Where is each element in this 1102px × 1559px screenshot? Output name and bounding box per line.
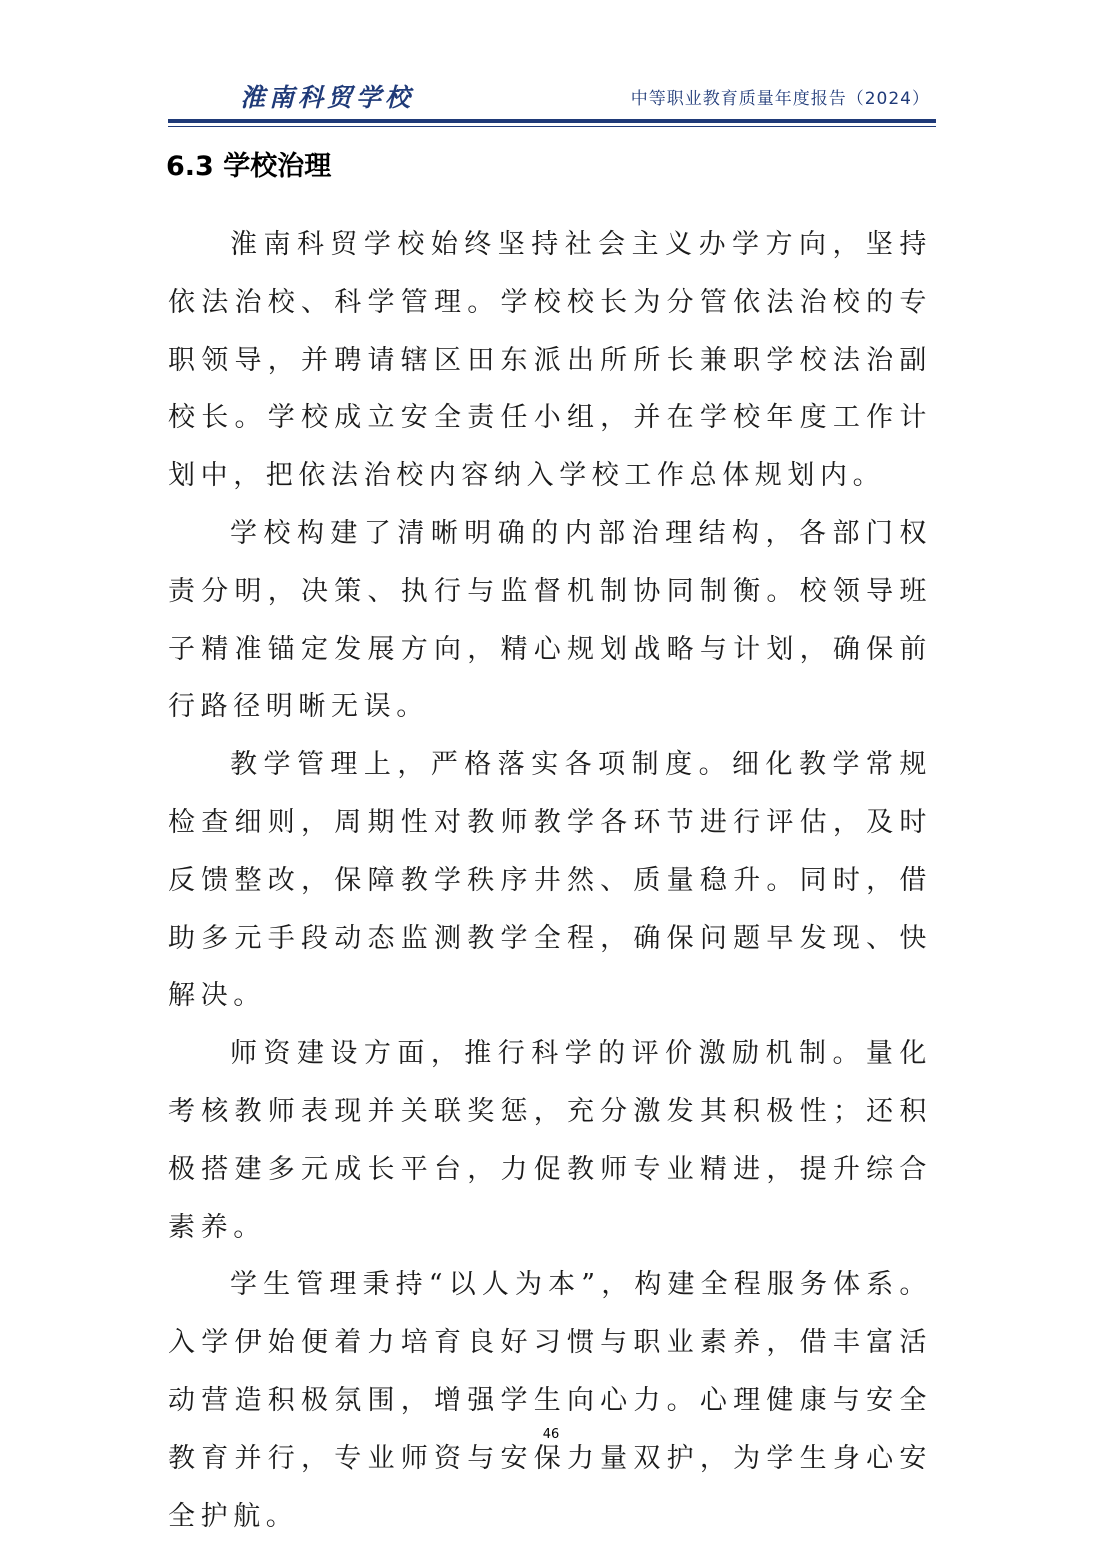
- header-rule-thick: [168, 119, 936, 123]
- page-number: 46: [542, 1427, 560, 1442]
- report-title: 中等职业教育质量年度报告（2024）: [630, 89, 930, 109]
- paragraph-student-management: 学生管理秉持“以人为本”，构建全程服务体系。入学伊始便着力培育良好习惯与职业素养，借丰富活动营造积极氛围，增强学生向心力。心理健康与安全教育并行，专业师资与安保力量双护，为学生身心安全护航。: [168, 1269, 932, 1532]
- section-heading: 6.3 学校治理: [166, 151, 332, 182]
- page-header: [168, 72, 936, 120]
- paragraph-faculty-development: 师资建设方面，推行科学的评价激励机制。量化考核教师表现并关联奖惩，充分激发其积极性；还积极搭建多元成长平台，力促教师专业精进，提升综合素养。: [168, 1038, 932, 1243]
- school-logo-text: 淮南科贸学校: [240, 83, 415, 112]
- paragraph-governance-overview: 淮南科贸学校始终坚持社会主义办学方向，坚持依法治校、科学管理。学校校长为分管依法治校的专职领导，并聘请辖区田东派出所所长兼职学校法治副校长。学校成立安全责任小组，并在学校年度工作计划中，把依法治校内容纳入学校工作总体规划内。: [168, 229, 932, 492]
- body-text: [168, 216, 932, 1545]
- paragraph-teaching-management: 教学管理上，严格落实各项制度。细化教学常规检查细则，周期性对教师教学各环节进行评估，及时反馈整改，保障教学秩序井然、质量稳升。同时，借助多元手段动态监测教学全程，确保问题早发现、快解决。: [168, 749, 932, 1012]
- paragraph-internal-structure: 学校构建了清晰明确的内部治理结构，各部门权责分明，决策、执行与监督机制协同制衡。校领导班子精准锚定发展方向，精心规划战略与计划，确保前行路径明晰无误。: [168, 517, 932, 723]
- header-rule-thin: [168, 126, 936, 127]
